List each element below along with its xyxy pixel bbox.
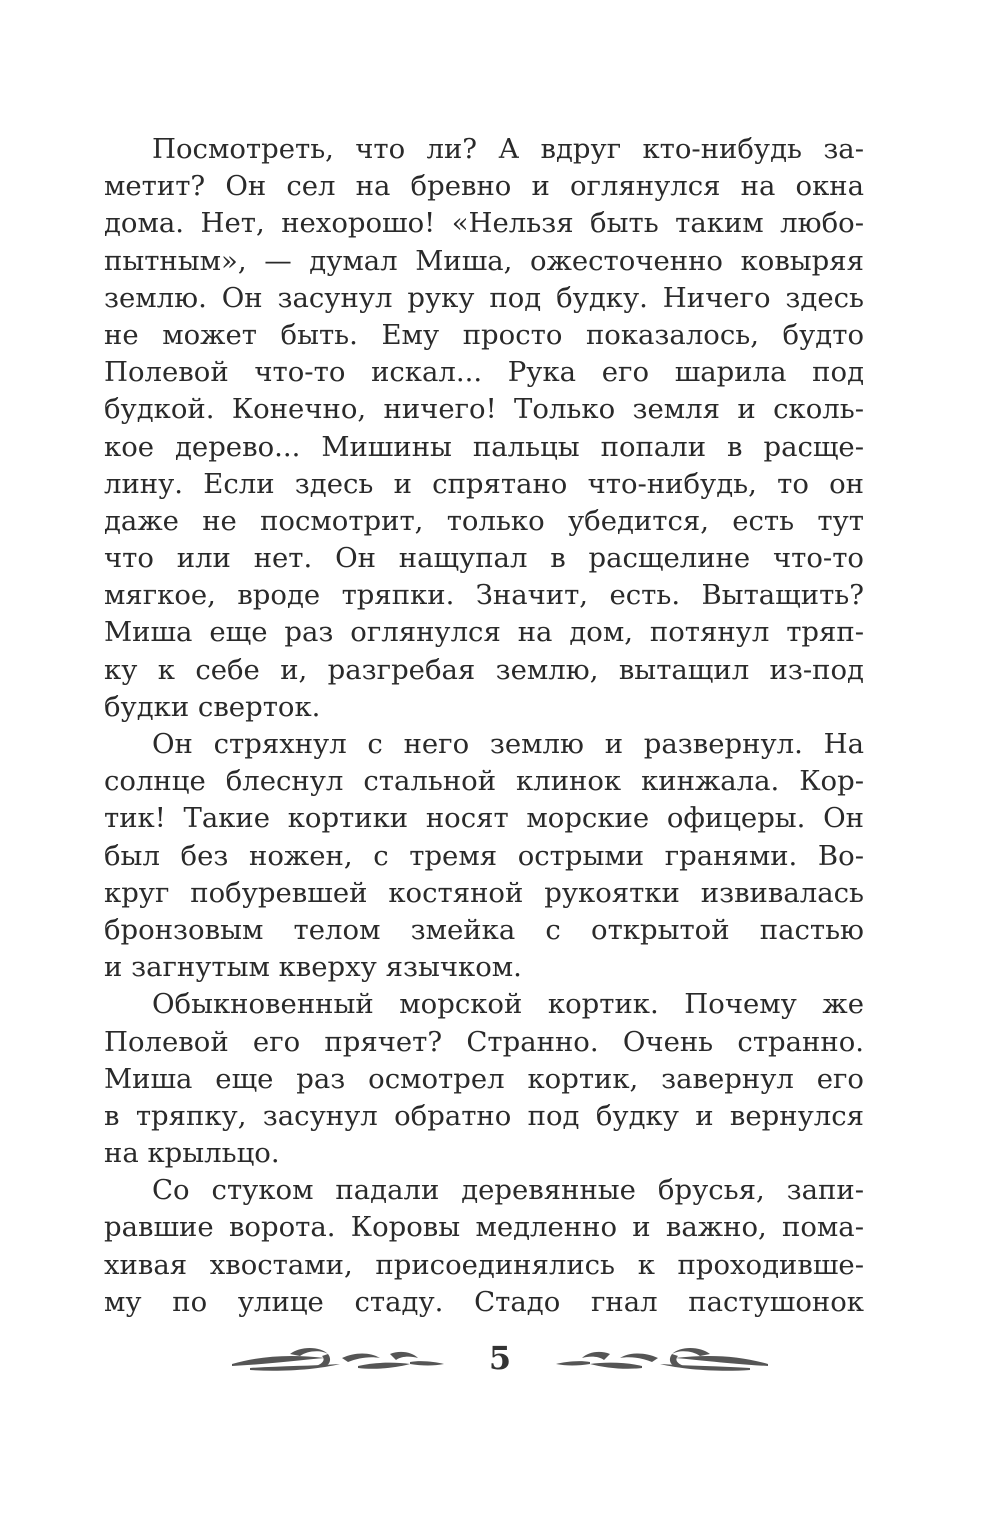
text-line: даже не посмотрит, только убедится, есть тут [104,504,864,537]
text-line: тик! Такие кортики носят морские офицеры. Он [104,802,864,835]
text-line: Миша еще раз оглянулся на дом, потянул тряп- [104,616,864,649]
text-line: равшие ворота. Коровы медленно и важно, пома- [104,1211,864,1244]
text-line: бронзовым телом змейка с открытой пастью [104,913,864,946]
text-line: Полевой его прячет? Странно. Очень странно. [104,1025,864,1058]
text-line: в тряпку, засунул обратно под будку и вернулся [104,1099,864,1132]
text-line: Полевой что-то искал... Рука его шарила под [104,356,864,389]
text-line: круг побуревшей костяной рукоятки извивалась [104,876,864,909]
text-line: лину. Если здесь и спрятано что-нибудь, то он [104,467,864,500]
text-line: солнце блеснул стальной клинок кинжала. Кор- [104,765,864,798]
text-line: что или нет. Он нащупал в расщелине что-то [104,542,864,575]
text-line: му по улице стаду. Стадо гнал пастушонок [104,1285,864,1318]
text-line: будки сверток. [104,690,321,723]
paragraph [104,986,864,1172]
text-line: землю. Он засунул руку под будку. Ничего здесь [104,281,864,314]
text-line: Миша еще раз осмотрел кортик, завернул его [104,1062,864,1095]
page-number: 5 [488,1339,512,1377]
text-line: на крыльцо. [104,1137,280,1170]
text-line: Со стуком падали деревянные брусья, запи- [152,1174,864,1207]
text-line: Он стряхнул с него землю и развернул. На [152,728,864,760]
flourish-ornament-icon [555,1344,770,1376]
text-line: кое дерево... Мишины пальцы попали в расще- [104,430,864,463]
page-footer [230,1336,770,1386]
text-line: Обыкновенный морской кортик. Почему же [152,988,864,1021]
text-line: будкой. Конечно, ничего! Только земля и сколь- [104,393,864,426]
text-line: был без ножен, с тремя острыми гранями. Во- [104,839,864,872]
text-line: дома. Нет, нехорошо! «Нельзя быть таким любо- [104,207,864,240]
text-line: хивая хвостами, присоединялись к проходивше- [104,1248,864,1281]
text-line: Посмотреть, что ли? А вдруг кто-нибудь за- [152,133,864,165]
paragraph [104,1172,864,1321]
paragraph [104,726,864,986]
body-text [104,131,864,1321]
paragraph [104,131,864,726]
text-line: пытным», — думал Миша, ожесточенно ковыряя [104,244,864,277]
text-line: ку к себе и, разгребая землю, вытащил из-под [104,653,864,686]
text-line: не может быть. Ему просто показалось, будто [104,318,864,351]
text-line: метит? Он сел на бревно и оглянулся на окна [104,170,864,203]
text-line: и загнутым кверху язычком. [104,951,522,984]
text-line: мягкое, вроде тряпки. Значит, есть. Вытащить? [104,579,864,612]
